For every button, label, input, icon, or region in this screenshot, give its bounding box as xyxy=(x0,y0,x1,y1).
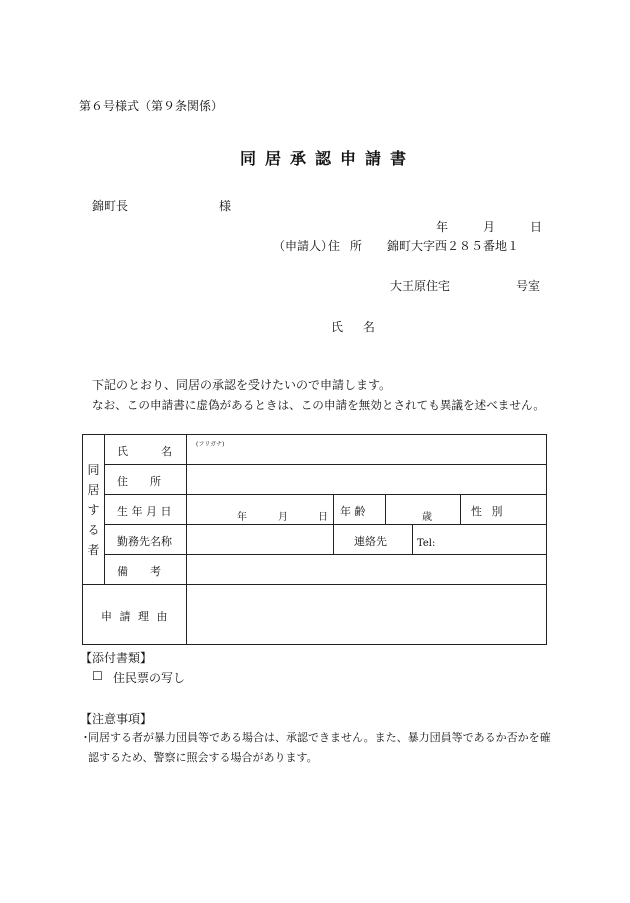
birthdate-label: 生 年 月 日 xyxy=(117,505,172,518)
sex-label: 性 別 xyxy=(471,505,506,518)
birth-day: 日 xyxy=(318,512,328,523)
notes-bullet: ・ xyxy=(80,731,91,744)
document-title: 同居承認申請書 xyxy=(240,149,416,168)
furigana-label: (フリガナ) xyxy=(196,441,225,448)
cohabitant-group-label: 同 居 す る 者 xyxy=(83,435,105,585)
applicant-name-label: 氏 名 xyxy=(331,320,383,334)
birthdate-input-cell[interactable] xyxy=(187,495,334,525)
attachment-item: 住民票の写し xyxy=(113,671,186,685)
remarks-label: 備 考 xyxy=(117,565,161,578)
contact-label-cell xyxy=(334,525,413,555)
notes-heading: 【注意事項】 xyxy=(80,712,153,726)
notes-line-2: 認するため、警察に照会する場合があります。 xyxy=(88,751,318,764)
attachment-checkbox[interactable]: ☐ xyxy=(92,669,103,683)
applicant-building: 大王原住宅 xyxy=(390,279,451,293)
date-year: 年 xyxy=(436,220,449,234)
form-number: 第６号様式（第９条関係） xyxy=(79,99,224,113)
workplace-label: 勤務先名称 xyxy=(117,535,172,548)
applicant-room-suffix: 号室 xyxy=(516,279,541,293)
applicant-address-value: 錦町大字西２８５番地１ xyxy=(387,239,520,253)
reason-label-cell xyxy=(83,585,187,645)
age-label: 年 齢 xyxy=(340,505,366,518)
date-day: 日 xyxy=(530,220,543,234)
address-label-cell xyxy=(105,465,187,495)
address-input-cell[interactable] xyxy=(187,465,547,495)
age-unit: 歳 xyxy=(422,512,432,523)
name-label-cell xyxy=(105,435,187,465)
name-input-cell[interactable] xyxy=(187,435,547,465)
addressee-name: 錦町長 xyxy=(92,199,129,213)
body-line-1: 下記のとおり、同居の承認を受けたいので申請します。 xyxy=(92,378,392,392)
birth-year: 年 xyxy=(237,512,247,523)
sex-label-cell xyxy=(461,495,547,525)
cohabitant-table xyxy=(82,434,547,645)
age-input-cell[interactable] xyxy=(386,495,461,525)
remarks-label-cell xyxy=(105,555,187,585)
addressee-honorific: 様 xyxy=(219,199,232,213)
name-label: 氏 名 xyxy=(117,445,172,458)
reason-label: 申 請 理 由 xyxy=(101,610,170,623)
contact-label: 連絡先 xyxy=(354,535,387,548)
notes-line-1: 同居する者が暴力団員等である場合は、承認できません。また、暴力団員等であるか否かを確 xyxy=(88,731,551,744)
date-month: 月 xyxy=(483,220,496,234)
age-label-cell xyxy=(334,495,386,525)
birthdate-label-cell xyxy=(105,495,187,525)
reason-input-cell[interactable] xyxy=(187,585,547,645)
address-label: 住 所 xyxy=(117,475,161,488)
applicant-address-label: 住 所 xyxy=(328,239,365,253)
applicant-label: （申請人） xyxy=(273,239,334,253)
birth-month: 月 xyxy=(278,512,288,523)
body-line-2: なお、この申請書に虚偽があるときは、この申請を無効とされても異議を述べません。 xyxy=(92,398,545,412)
workplace-input-cell[interactable] xyxy=(187,525,334,555)
tel-label: Tel: xyxy=(417,538,436,549)
attachments-heading: 【添付書類】 xyxy=(80,651,153,665)
remarks-input-cell[interactable] xyxy=(187,555,547,585)
contact-input-cell[interactable] xyxy=(413,525,547,555)
workplace-label-cell xyxy=(105,525,187,555)
